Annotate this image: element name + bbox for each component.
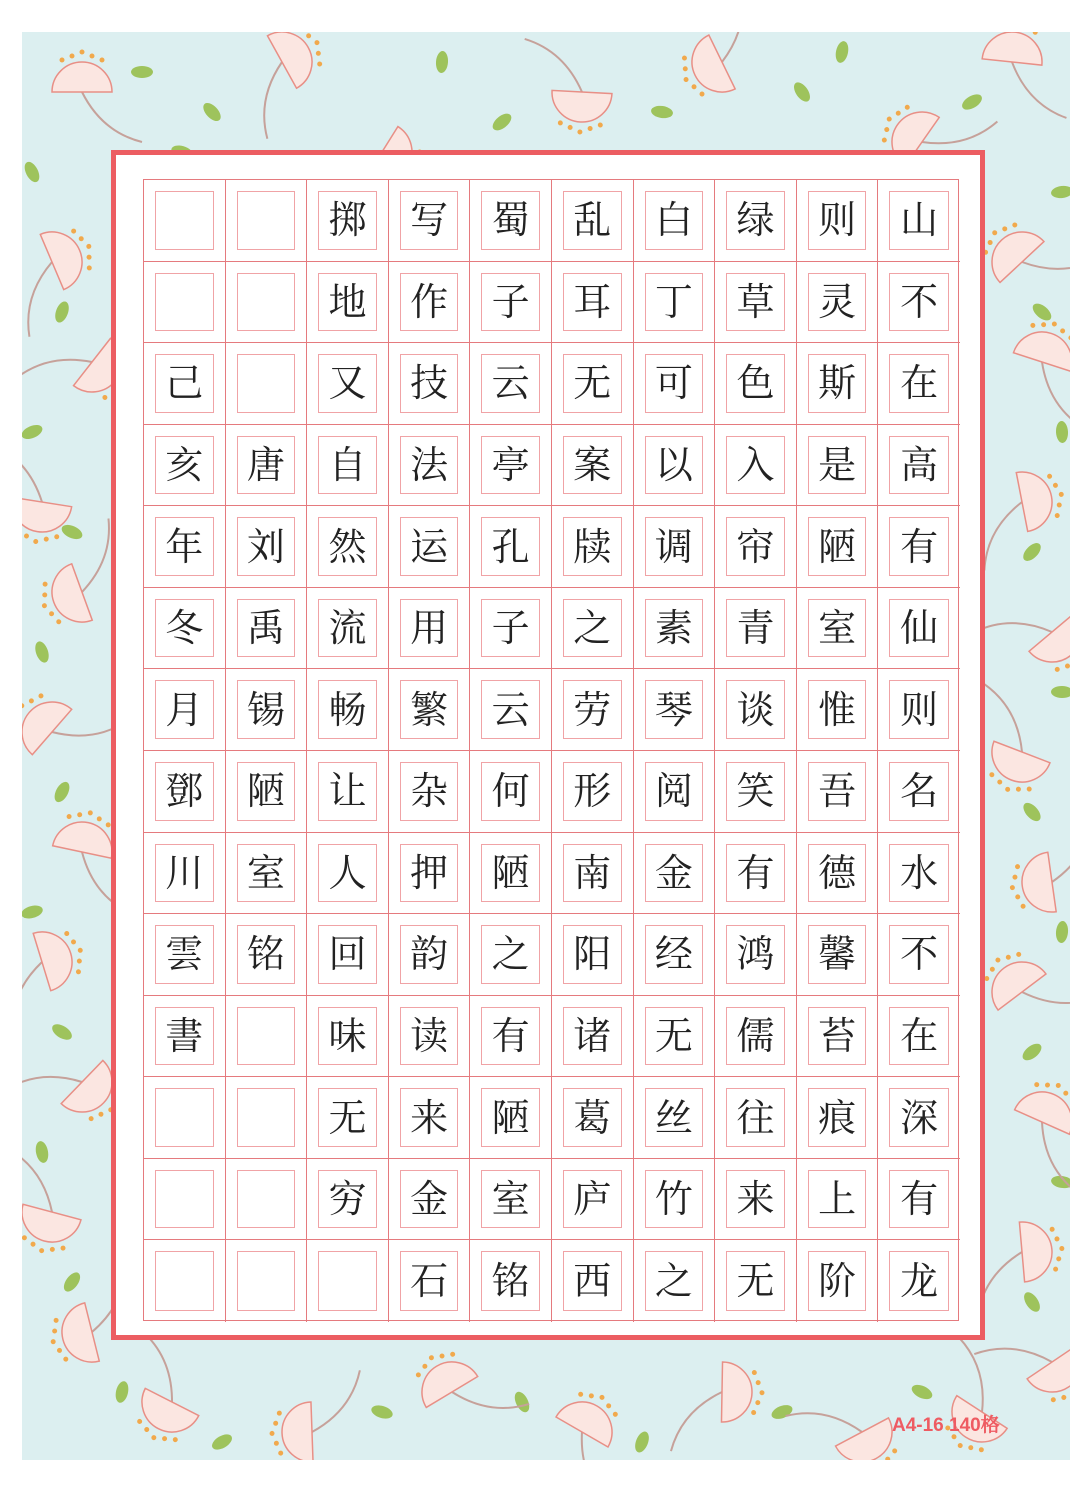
character: 写 [410, 198, 449, 243]
character: 畅 [328, 687, 367, 732]
grid-cell [389, 1159, 471, 1241]
character: 有 [900, 1177, 939, 1222]
grid-cell [797, 833, 879, 915]
grid-cell [715, 1077, 797, 1159]
character: 帘 [736, 524, 775, 569]
grid-cell [878, 262, 960, 344]
character: 可 [654, 361, 693, 406]
grid-cell [634, 1159, 716, 1241]
grid-cell [470, 669, 552, 751]
grid-cell [307, 1077, 389, 1159]
grid-cell [552, 588, 634, 670]
grid-cell [144, 1240, 226, 1322]
grid-cell [552, 669, 634, 751]
grid-cell [144, 833, 226, 915]
character [144, 180, 225, 261]
character: 孔 [491, 524, 530, 569]
character [226, 343, 307, 424]
character: 形 [573, 769, 612, 814]
character: 技 [410, 361, 449, 406]
grid-cell [552, 180, 634, 262]
grid-cell [878, 996, 960, 1078]
grid-cell [389, 1240, 471, 1322]
grid-cell [878, 1077, 960, 1159]
grid-cell [226, 343, 308, 425]
grid-cell [389, 588, 471, 670]
grid-cell [307, 751, 389, 833]
grid-cell [797, 588, 879, 670]
character: 云 [491, 361, 530, 406]
character: 回 [328, 932, 367, 977]
grid-cell [715, 914, 797, 996]
character: 之 [654, 1259, 693, 1304]
grid-cell [715, 506, 797, 588]
grid-cell [878, 914, 960, 996]
character [226, 1077, 307, 1158]
character: 杂 [410, 769, 449, 814]
grid-cell [634, 343, 716, 425]
character: 室 [818, 606, 857, 651]
grid-cell [634, 506, 716, 588]
character: 无 [654, 1013, 693, 1058]
grid-cell [715, 262, 797, 344]
grid-cell [878, 588, 960, 670]
character: 之 [491, 932, 530, 977]
character: 上 [818, 1177, 857, 1222]
grid-cell [470, 343, 552, 425]
character: 无 [328, 1095, 367, 1140]
character: 南 [573, 850, 612, 895]
character: 吾 [818, 769, 857, 814]
character [226, 1159, 307, 1240]
grid-cell [878, 833, 960, 915]
grid-cell [552, 425, 634, 507]
grid-cell [634, 180, 716, 262]
grid-cell [144, 343, 226, 425]
character: 刘 [246, 524, 285, 569]
character: 馨 [818, 932, 857, 977]
grid-cell [226, 996, 308, 1078]
grid-cell [307, 996, 389, 1078]
grid-cell [470, 262, 552, 344]
grid-cell [878, 1240, 960, 1322]
grid-cell [552, 506, 634, 588]
character: 葛 [573, 1095, 612, 1140]
character: 味 [328, 1013, 367, 1058]
grid-cell [226, 425, 308, 507]
grid-cell [389, 1077, 471, 1159]
grid-cell [552, 996, 634, 1078]
grid-cell [634, 262, 716, 344]
grid-cell [878, 1159, 960, 1241]
character: 子 [491, 606, 530, 651]
grid-cell [797, 425, 879, 507]
character: 月 [165, 687, 204, 732]
character: 铭 [491, 1259, 530, 1304]
character: 色 [736, 361, 775, 406]
character: 德 [818, 850, 857, 895]
grid-cell [144, 669, 226, 751]
character: 陋 [246, 769, 285, 814]
grid-cell [797, 1077, 879, 1159]
grid-cell [389, 996, 471, 1078]
character: 有 [736, 850, 775, 895]
grid-cell [226, 180, 308, 262]
character: 雲 [165, 932, 204, 977]
grid-cell [470, 588, 552, 670]
grid-cell [226, 1159, 308, 1241]
character: 无 [573, 361, 612, 406]
character: 金 [410, 1177, 449, 1222]
character: 山 [900, 198, 939, 243]
character: 运 [410, 524, 449, 569]
character: 儒 [736, 1013, 775, 1058]
character: 西 [573, 1259, 612, 1304]
character: 金 [654, 850, 693, 895]
character: 素 [654, 606, 693, 651]
character: 庐 [573, 1177, 612, 1222]
character: 名 [900, 769, 939, 814]
character: 韵 [410, 932, 449, 977]
character: 阶 [818, 1259, 857, 1304]
grid-cell [144, 262, 226, 344]
character: 流 [328, 606, 367, 651]
character: 何 [491, 769, 530, 814]
grid-cell [470, 425, 552, 507]
grid-cell [715, 425, 797, 507]
character: 穷 [328, 1177, 367, 1222]
character: 室 [246, 850, 285, 895]
grid-cell [634, 1240, 716, 1322]
grid-cell [226, 262, 308, 344]
character [226, 262, 307, 343]
grid-cell [552, 262, 634, 344]
grid-cell [226, 506, 308, 588]
character: 则 [900, 687, 939, 732]
character: 读 [410, 1013, 449, 1058]
character: 往 [736, 1095, 775, 1140]
character: 阅 [654, 769, 693, 814]
character: 阳 [573, 932, 612, 977]
grid-cell [715, 1240, 797, 1322]
grid-cell [470, 914, 552, 996]
grid-cell [389, 262, 471, 344]
character: 是 [818, 442, 857, 487]
grid-cell [307, 588, 389, 670]
character: 繁 [410, 687, 449, 732]
grid-cell [307, 914, 389, 996]
grid-cell [715, 343, 797, 425]
grid-cell [389, 751, 471, 833]
grid-cell [307, 506, 389, 588]
character: 竹 [654, 1177, 693, 1222]
grid-cell [144, 506, 226, 588]
character: 己 [165, 361, 204, 406]
grid-cell [797, 180, 879, 262]
character: 斯 [818, 361, 857, 406]
grid-cell [552, 833, 634, 915]
grid-cell [389, 343, 471, 425]
grid-cell [389, 425, 471, 507]
grid-cell [307, 262, 389, 344]
character: 石 [410, 1259, 449, 1304]
character: 又 [328, 361, 367, 406]
grid-cell [144, 180, 226, 262]
grid-cell [634, 833, 716, 915]
character: 用 [410, 606, 449, 651]
grid-cell [797, 1159, 879, 1241]
character: 蜀 [491, 198, 530, 243]
grid-cell [552, 343, 634, 425]
character: 惟 [818, 687, 857, 732]
grid-cell [470, 506, 552, 588]
grid-cell [797, 1240, 879, 1322]
character: 灵 [818, 279, 857, 324]
character: 则 [818, 198, 857, 243]
grid-cell [389, 669, 471, 751]
grid-cell [797, 996, 879, 1078]
character: 丁 [654, 279, 693, 324]
grid-cell [144, 914, 226, 996]
character: 入 [736, 442, 775, 487]
character: 痕 [818, 1095, 857, 1140]
grid-cell [144, 1077, 226, 1159]
character: 苔 [818, 1013, 857, 1058]
character: 水 [900, 850, 939, 895]
grid-cell [389, 914, 471, 996]
character [144, 1077, 225, 1158]
grid-cell [144, 996, 226, 1078]
grid-cell [226, 588, 308, 670]
character: 无 [736, 1259, 775, 1304]
character: 書 [165, 1013, 204, 1058]
character: 作 [410, 279, 449, 324]
character: 亭 [491, 442, 530, 487]
character: 高 [900, 442, 939, 487]
character: 调 [654, 524, 693, 569]
grid-cell [389, 833, 471, 915]
grid-cell [226, 833, 308, 915]
grid-cell [878, 669, 960, 751]
grid-cell [552, 1159, 634, 1241]
grid-cell [552, 1077, 634, 1159]
character: 押 [410, 850, 449, 895]
character [144, 1240, 225, 1322]
grid-cell [470, 996, 552, 1078]
grid-cell [226, 914, 308, 996]
character [144, 262, 225, 343]
character: 仙 [900, 606, 939, 651]
grid-cell [715, 833, 797, 915]
grid-cell [715, 180, 797, 262]
character: 陋 [818, 524, 857, 569]
grid-cell [307, 1159, 389, 1241]
character: 然 [328, 524, 367, 569]
grid-cell [797, 506, 879, 588]
grid-cell [144, 751, 226, 833]
grid-cell [878, 343, 960, 425]
grid-cell [389, 180, 471, 262]
character: 唐 [246, 442, 285, 487]
character: 经 [654, 932, 693, 977]
character: 有 [900, 524, 939, 569]
grid-cell [226, 751, 308, 833]
grid-cell [878, 751, 960, 833]
character [226, 1240, 307, 1322]
grid-cell [470, 1240, 552, 1322]
character: 笑 [736, 769, 775, 814]
character: 牍 [573, 524, 612, 569]
grid-cell [878, 425, 960, 507]
grid-cell [634, 425, 716, 507]
character: 川 [165, 850, 204, 895]
character: 云 [491, 687, 530, 732]
character: 陋 [491, 1095, 530, 1140]
character: 子 [491, 279, 530, 324]
character: 青 [736, 606, 775, 651]
grid-cell [470, 751, 552, 833]
grid-cell [715, 751, 797, 833]
grid-cell [797, 751, 879, 833]
character [226, 996, 307, 1077]
character: 自 [328, 442, 367, 487]
grid-cell [552, 914, 634, 996]
character: 锡 [246, 687, 285, 732]
character: 年 [165, 524, 204, 569]
character: 白 [654, 198, 693, 243]
grid-cell [634, 996, 716, 1078]
grid-cell [634, 1077, 716, 1159]
character: 有 [491, 1013, 530, 1058]
grid-cell [634, 588, 716, 670]
character: 诸 [573, 1013, 612, 1058]
character: 乱 [573, 198, 612, 243]
character: 来 [410, 1095, 449, 1140]
character: 鸿 [736, 932, 775, 977]
grid-cell [715, 1159, 797, 1241]
character: 在 [900, 361, 939, 406]
character: 绿 [736, 198, 775, 243]
grid-cell [552, 1240, 634, 1322]
grid-cell [470, 1159, 552, 1241]
grid-cell [307, 669, 389, 751]
grid-cell [634, 914, 716, 996]
character: 人 [328, 850, 367, 895]
character: 地 [328, 279, 367, 324]
character: 耳 [573, 279, 612, 324]
character: 不 [900, 932, 939, 977]
character: 草 [736, 279, 775, 324]
grid-cell [552, 751, 634, 833]
grid-cell [797, 669, 879, 751]
character: 鄧 [165, 769, 204, 814]
character: 以 [654, 442, 693, 487]
character: 法 [410, 442, 449, 487]
character: 陋 [491, 850, 530, 895]
grid-cell [307, 1240, 389, 1322]
character: 劳 [573, 687, 612, 732]
grid-cell [226, 1240, 308, 1322]
grid-cell [715, 996, 797, 1078]
grid-cell [634, 751, 716, 833]
grid-cell [634, 669, 716, 751]
character: 深 [900, 1095, 939, 1140]
grid-cell [797, 914, 879, 996]
grid-cell [797, 262, 879, 344]
grid-cell [389, 506, 471, 588]
character: 禹 [246, 606, 285, 651]
grid-cell [797, 343, 879, 425]
writing-grid [143, 179, 959, 1321]
grid-cell [470, 180, 552, 262]
character: 在 [900, 1013, 939, 1058]
character: 亥 [165, 442, 204, 487]
grid-cell [307, 343, 389, 425]
grid-cell [715, 669, 797, 751]
sheet-spec-label: A4-16 140格 [892, 1415, 1000, 1436]
grid-cell [307, 833, 389, 915]
character [144, 1159, 225, 1240]
character [226, 180, 307, 261]
character: 掷 [328, 198, 367, 243]
grid-cell [470, 833, 552, 915]
grid-cell [144, 1159, 226, 1241]
grid-cell [307, 425, 389, 507]
character: 琴 [654, 687, 693, 732]
character: 室 [491, 1177, 530, 1222]
character: 铭 [246, 932, 285, 977]
character: 之 [573, 606, 612, 651]
grid-cell [307, 180, 389, 262]
character: 来 [736, 1177, 775, 1222]
character: 不 [900, 279, 939, 324]
grid-cell [226, 669, 308, 751]
grid-cell [470, 1077, 552, 1159]
grid-cell [144, 588, 226, 670]
grid-cell [878, 180, 960, 262]
character: 丝 [654, 1095, 693, 1140]
grid-cell [878, 506, 960, 588]
grid-cell [226, 1077, 308, 1159]
grid-cell [715, 588, 797, 670]
character: 冬 [165, 606, 204, 651]
character: 谈 [736, 687, 775, 732]
character [307, 1240, 388, 1322]
character: 让 [328, 769, 367, 814]
character: 案 [573, 442, 612, 487]
character: 龙 [900, 1259, 939, 1304]
grid-cell [144, 425, 226, 507]
